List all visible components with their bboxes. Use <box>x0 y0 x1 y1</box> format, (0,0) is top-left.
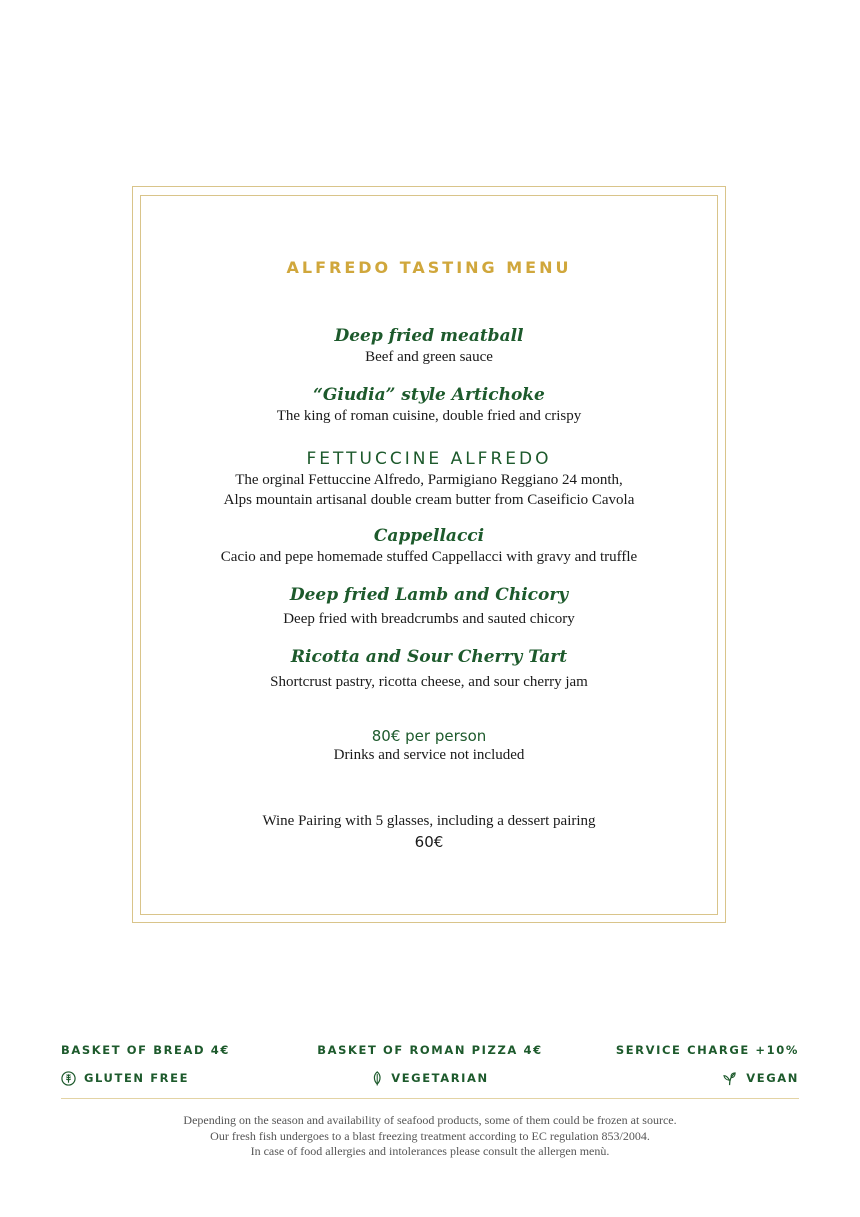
dish-name: FETTUCCINE ALFREDO <box>306 449 552 469</box>
bread-charge: BASKET OF BREAD 4€ <box>61 1043 230 1057</box>
price-note: Drinks and service not included <box>333 747 525 763</box>
dish-description: Deep fried with breadcrumbs and sauted chicory <box>283 611 575 627</box>
service-charge: SERVICE CHARGE +10% <box>615 1043 799 1057</box>
dish-name: “Giudia” style Artichoke <box>313 385 545 405</box>
legend-vegetarian <box>371 1071 489 1086</box>
dish-name: Ricotta and Sour Cherry Tart <box>290 647 568 667</box>
dish-description: Cacio and pepe homemade stuffed Cappellacci with gravy and truffle <box>220 549 638 565</box>
dish-item <box>140 448 718 510</box>
dish-description: The orginal Fettuccine Alfredo, Parmigiano Reggiano 24 month, <box>235 472 623 488</box>
disclaimer-line: In case of food allergies and intolerances please consult the allergen menù. <box>250 1144 610 1158</box>
sprout-icon <box>723 1071 738 1086</box>
dish-name: Cappellacci <box>373 526 485 546</box>
legend-label: VEGETARIAN <box>391 1071 489 1085</box>
dish-description: Beef and green sauce <box>365 349 493 365</box>
pizza-charge: BASKET OF ROMAN PIZZA 4€ <box>317 1043 543 1057</box>
dish-item <box>140 646 718 692</box>
dish-description: Alps mountain artisanal double cream butter from Caseificio Cavola <box>223 492 635 508</box>
dish-description: The king of roman cuisine, double fried and crispy <box>276 408 582 424</box>
tasting-menu <box>140 195 718 915</box>
dish-item <box>140 384 718 426</box>
legend-gluten-free <box>61 1071 189 1086</box>
dish-name: Deep fried meatball <box>334 326 524 346</box>
footer-divider <box>61 1098 799 1099</box>
leaf-icon <box>371 1071 383 1086</box>
dish-name: Deep fried Lamb and Chicory <box>289 585 569 605</box>
legend-label: GLUTEN FREE <box>84 1071 190 1085</box>
legend-vegan <box>723 1071 799 1086</box>
wine-pairing-price: 60€ <box>414 833 444 851</box>
dish-description: Shortcrust pastry, ricotta cheese, and sour cherry jam <box>270 674 588 690</box>
dish-item <box>140 325 718 367</box>
footer-extras <box>61 1043 799 1061</box>
disclaimer <box>0 1113 860 1160</box>
wine-pairing: Wine Pairing with 5 glasses, including a dessert pairing <box>262 813 596 829</box>
disclaimer-line: Depending on the season and availability of seafood products, some of them could be frozen at source. <box>183 1113 677 1127</box>
disclaimer-line: Our fresh fish undergoes to a blast freezing treatment according to EC regulation 853/2004. <box>210 1128 650 1143</box>
menu-price: 80€ per person <box>371 727 487 745</box>
wheat-circle-icon <box>61 1071 76 1086</box>
menu-title: ALFREDO TASTING MENU <box>286 258 572 277</box>
dish-item <box>140 584 718 629</box>
legend-label: VEGAN <box>746 1071 799 1085</box>
footer-legend <box>61 1071 799 1089</box>
dish-item <box>140 525 718 567</box>
